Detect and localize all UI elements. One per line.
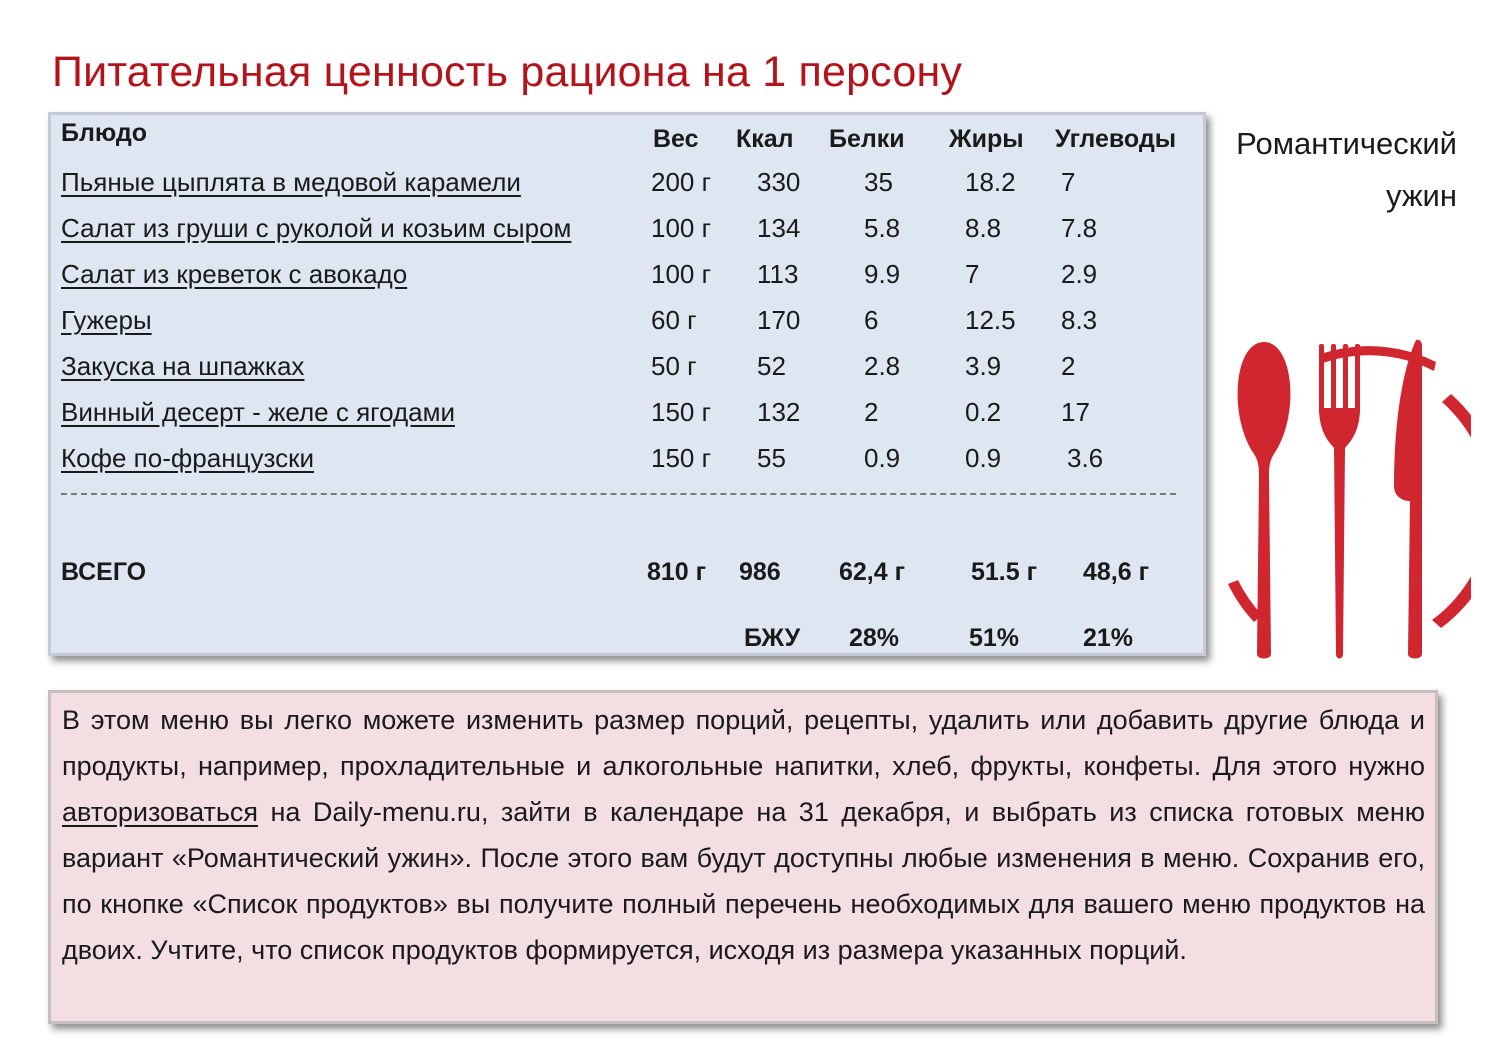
cell-weight: 100 г xyxy=(651,213,712,243)
cell-kcal: 170 xyxy=(757,305,801,335)
dish-link[interactable]: Кофе по-французски xyxy=(61,443,314,473)
cell-kcal: 132 xyxy=(757,397,801,427)
cell-protein: 35 xyxy=(864,167,893,197)
dish-link[interactable]: Закуска на шпажках xyxy=(61,351,305,381)
cell-weight: 100 г xyxy=(651,259,712,289)
total-fat: 51.5 г xyxy=(971,558,1038,586)
authorize-link[interactable]: авторизоваться xyxy=(62,797,259,827)
cell-weight: 150 г xyxy=(651,397,712,427)
cell-kcal: 330 xyxy=(757,167,801,197)
cell-fat: 0.9 xyxy=(965,443,1002,473)
bju-carbs: 21% xyxy=(1083,624,1134,652)
cell-carbs: 7.8 xyxy=(1061,213,1098,243)
total-label: ВСЕГО xyxy=(61,558,147,586)
cell-kcal: 55 xyxy=(757,443,786,473)
cell-carbs: 8.3 xyxy=(1061,305,1098,335)
cell-protein: 9.9 xyxy=(864,259,901,289)
cell-kcal: 52 xyxy=(757,351,786,381)
total-kcal: 986 xyxy=(739,558,781,586)
total-separator xyxy=(61,493,1176,495)
cell-weight: 50 г xyxy=(651,351,697,381)
dish-link[interactable]: Винный десерт - желе с ягодами xyxy=(61,397,455,427)
header-fat: Жиры xyxy=(949,125,1024,153)
page-title: Питательная ценность рациона на 1 персону xyxy=(52,48,963,96)
nutrition-table xyxy=(48,112,1206,656)
cell-protein: 2 xyxy=(864,397,879,427)
cutlery-icon xyxy=(1226,336,1471,661)
bju-protein: 28% xyxy=(849,624,900,652)
cell-fat: 18.2 xyxy=(965,167,1016,197)
dish-link[interactable]: Пьяные цыплята в медовой карамели xyxy=(61,167,521,197)
header-dish: Блюдо xyxy=(61,119,148,147)
cell-fat: 3.9 xyxy=(965,351,1002,381)
cell-fat: 0.2 xyxy=(965,397,1002,427)
cell-weight: 150 г xyxy=(651,443,712,473)
dish-link[interactable]: Салат из груши с руколой и козьим сыром xyxy=(61,213,572,243)
cell-carbs: 2 xyxy=(1061,351,1076,381)
total-weight: 810 г xyxy=(647,558,707,586)
cell-weight: 200 г xyxy=(651,167,712,197)
cell-protein: 0.9 xyxy=(864,443,901,473)
header-weight: Вес xyxy=(653,125,699,153)
bju-label: БЖУ xyxy=(744,624,801,652)
cell-carbs: 2.9 xyxy=(1061,259,1098,289)
cell-protein: 2.8 xyxy=(864,351,901,381)
cell-carbs: 17 xyxy=(1061,397,1090,427)
note-text-before: В этом меню вы легко можете изменить размер порций, рецепты, удалить или добавить другие блюда и продукты, например, прохладительные и алкогольные напитки, хлеб, фрукты, конфеты. Для этого нужно xyxy=(62,705,1425,781)
total-protein: 62,4 г xyxy=(839,558,906,586)
cell-fat: 7 xyxy=(965,259,980,289)
total-carbs: 48,6 г xyxy=(1083,558,1150,586)
cell-kcal: 134 xyxy=(757,213,801,243)
dish-link[interactable]: Гужеры xyxy=(61,305,152,335)
cell-carbs: 3.6 xyxy=(1067,443,1104,473)
header-protein: Белки xyxy=(829,125,905,153)
info-note xyxy=(48,690,1438,1024)
cell-fat: 8.8 xyxy=(965,213,1002,243)
bju-fat: 51% xyxy=(969,624,1020,652)
cell-protein: 5.8 xyxy=(864,213,901,243)
header-kcal: Ккал xyxy=(736,125,794,153)
cell-fat: 12.5 xyxy=(965,305,1016,335)
cell-carbs: 7 xyxy=(1061,167,1076,197)
menu-name xyxy=(1236,118,1457,222)
header-carbs: Углеводы xyxy=(1055,125,1177,153)
info-note-text xyxy=(62,697,1425,973)
cell-weight: 60 г xyxy=(651,305,697,335)
cell-protein: 6 xyxy=(864,305,879,335)
note-text-after: на Daily-menu.ru, зайти в календаре на 31 декабря, и выбрать из списка готовых меню вариант «Романтический ужин». После этого вам будут доступны любые изменения в меню. Сохранив его, по кнопке «Список продуктов» вы получите полный перечень необходимых для вашего меню продуктов на двоих. Учтите, что список продуктов формируется, исходя из размера указанных порций. xyxy=(62,797,1425,965)
cell-kcal: 113 xyxy=(757,259,799,289)
menu-name-line2: ужин xyxy=(1385,178,1457,213)
menu-name-line1: Романтический xyxy=(1236,126,1457,161)
dish-link[interactable]: Салат из креветок с авокадо xyxy=(61,259,408,289)
